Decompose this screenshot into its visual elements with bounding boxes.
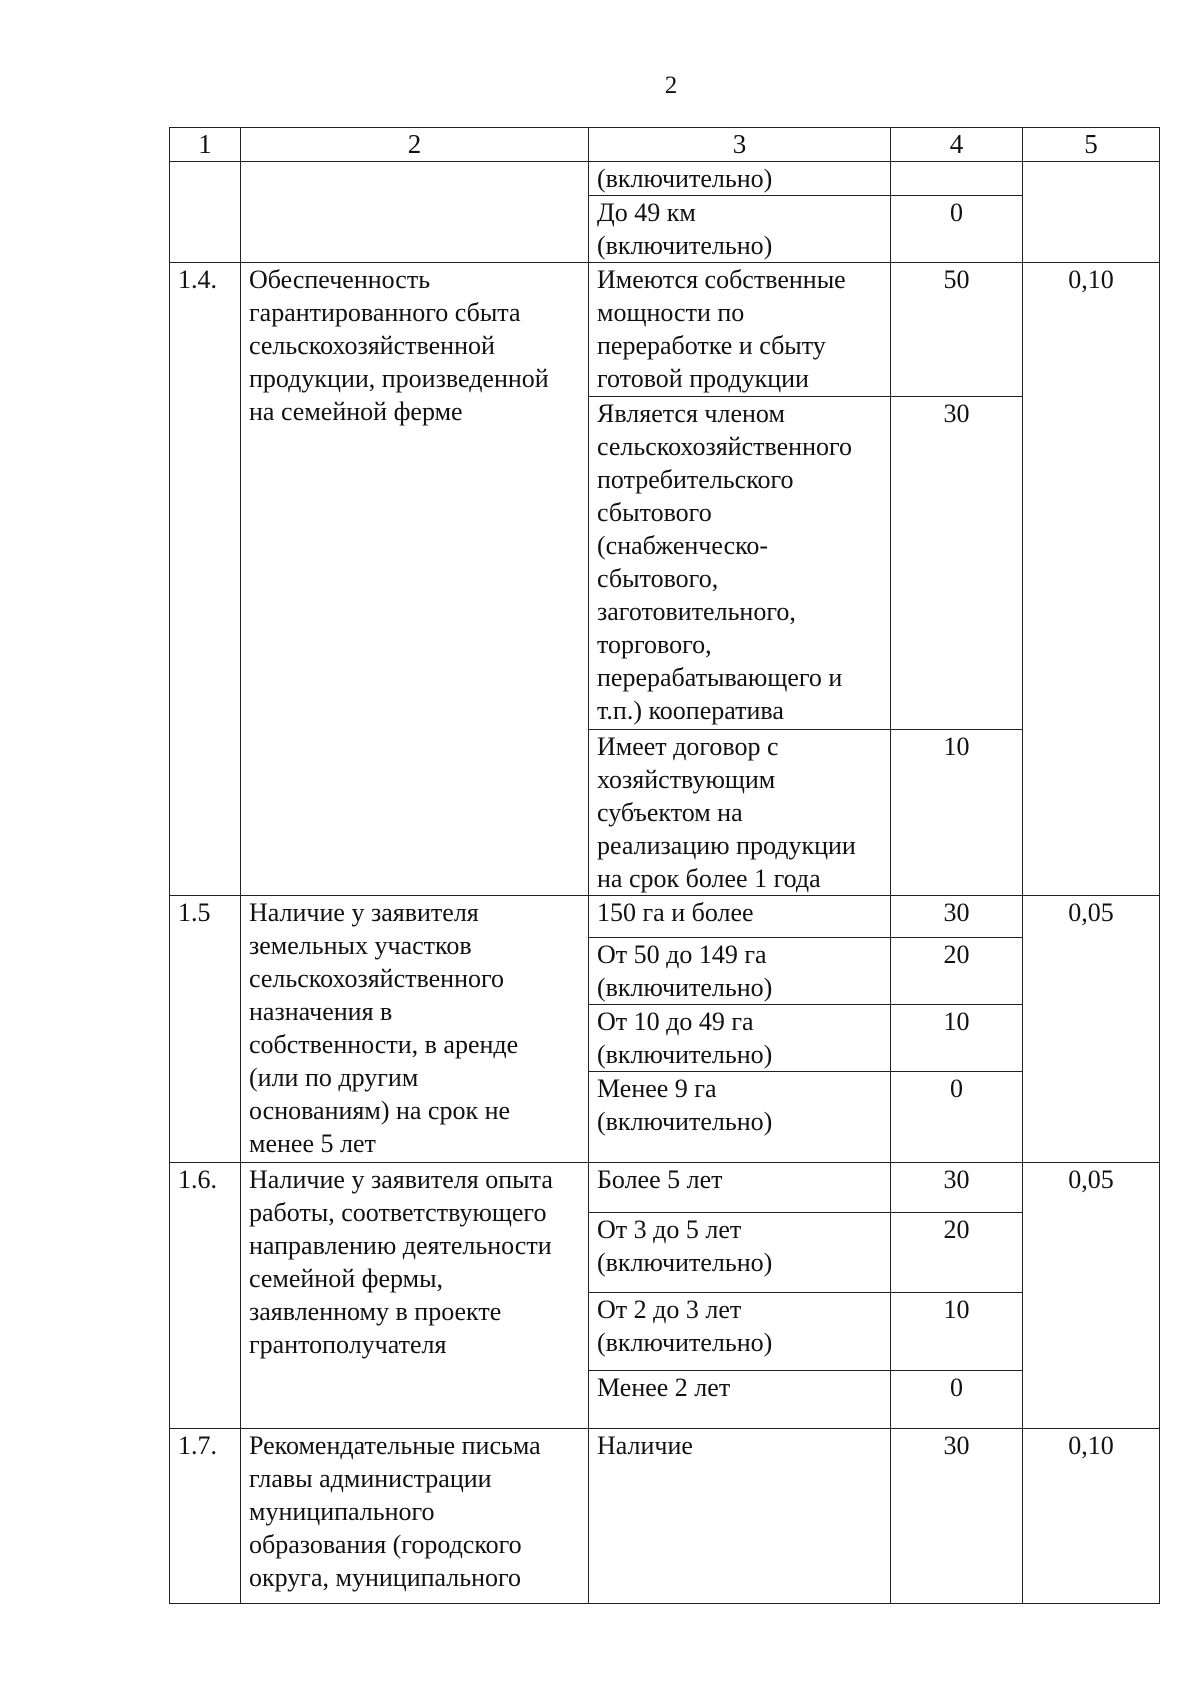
table-row xyxy=(170,1163,1160,1213)
table-row xyxy=(170,896,1160,938)
column-header: 4 xyxy=(891,128,1023,162)
criterion-number: 1.5 xyxy=(170,896,241,1163)
criterion-number: 1.6. xyxy=(170,1163,241,1429)
option-text: Имеются собственные мощности по переработке и сбыту готовой продукции xyxy=(589,263,891,397)
criteria-table xyxy=(169,127,1160,1604)
option-score: 50 xyxy=(891,263,1023,397)
option-text: От 10 до 49 га (включительно) xyxy=(589,1005,891,1072)
column-header: 5 xyxy=(1023,128,1160,162)
option-score: 0 xyxy=(891,1371,1023,1429)
criterion-text: Наличие у заявителя земельных участков сельскохозяйственного назначения в собственности, в аренде (или по другим основаниям) на срок не менее 5 лет xyxy=(241,896,589,1163)
column-header: 2 xyxy=(241,128,589,162)
option-text: Более 5 лет xyxy=(589,1163,891,1213)
option-text: 150 га и более xyxy=(589,896,891,938)
criterion-text: Наличие у заявителя опыта работы, соответствующего направлению деятельности семейной фермы, заявленному в проекте грантополучателя xyxy=(241,1163,589,1429)
column-header: 3 xyxy=(589,128,891,162)
criterion-weight: 0,10 xyxy=(1023,263,1160,896)
criterion-weight xyxy=(1023,162,1160,263)
table-row xyxy=(170,1429,1160,1604)
criterion-weight: 0,05 xyxy=(1023,896,1160,1163)
column-header: 1 xyxy=(170,128,241,162)
option-text: От 2 до 3 лет (включительно) xyxy=(589,1293,891,1371)
criterion-text: Обеспеченность гарантированного сбыта сельскохозяйственной продукции, произведенной на семейной ферме xyxy=(241,263,589,896)
criterion-weight: 0,10 xyxy=(1023,1429,1160,1604)
option-score: 30 xyxy=(891,397,1023,730)
table-row xyxy=(170,162,1160,196)
criterion-text: Рекомендательные письма главы администрации муниципального образования (городского округа, муниципального xyxy=(241,1429,589,1604)
option-score: 20 xyxy=(891,938,1023,1005)
option-score: 10 xyxy=(891,730,1023,896)
criterion-weight: 0,05 xyxy=(1023,1163,1160,1429)
option-score: 10 xyxy=(891,1293,1023,1371)
option-text: От 3 до 5 лет (включительно) xyxy=(589,1213,891,1293)
option-text: Имеет договор с хозяйствующим субъектом на реализацию продукции на срок более 1 года xyxy=(589,730,891,896)
option-score: 30 xyxy=(891,1163,1023,1213)
option-score: 30 xyxy=(891,1429,1023,1604)
page-number: 2 xyxy=(664,72,678,99)
criterion-number: 1.4. xyxy=(170,263,241,896)
option-score: 20 xyxy=(891,1213,1023,1293)
option-text: (включительно) xyxy=(589,162,891,196)
option-text: Менее 9 га (включительно) xyxy=(589,1072,891,1163)
criterion-number: 1.7. xyxy=(170,1429,241,1604)
option-score: 0 xyxy=(891,1072,1023,1163)
option-score xyxy=(891,162,1023,196)
option-text: Является членом сельскохозяйственного потребительского сбытового (снабженческо- сбытового, заготовительного, торгового, перерабатывающего и т.п.) кооператива xyxy=(589,397,891,730)
option-text: Наличие xyxy=(589,1429,891,1604)
option-text: До 49 км (включительно) xyxy=(589,196,891,263)
table-row xyxy=(170,263,1160,397)
table-header-row xyxy=(170,128,1160,162)
option-score: 30 xyxy=(891,896,1023,938)
option-text: От 50 до 149 га (включительно) xyxy=(589,938,891,1005)
option-text: Менее 2 лет xyxy=(589,1371,891,1429)
option-score: 0 xyxy=(891,196,1023,263)
criterion-text xyxy=(241,162,589,263)
criterion-number xyxy=(170,162,241,263)
option-score: 10 xyxy=(891,1005,1023,1072)
